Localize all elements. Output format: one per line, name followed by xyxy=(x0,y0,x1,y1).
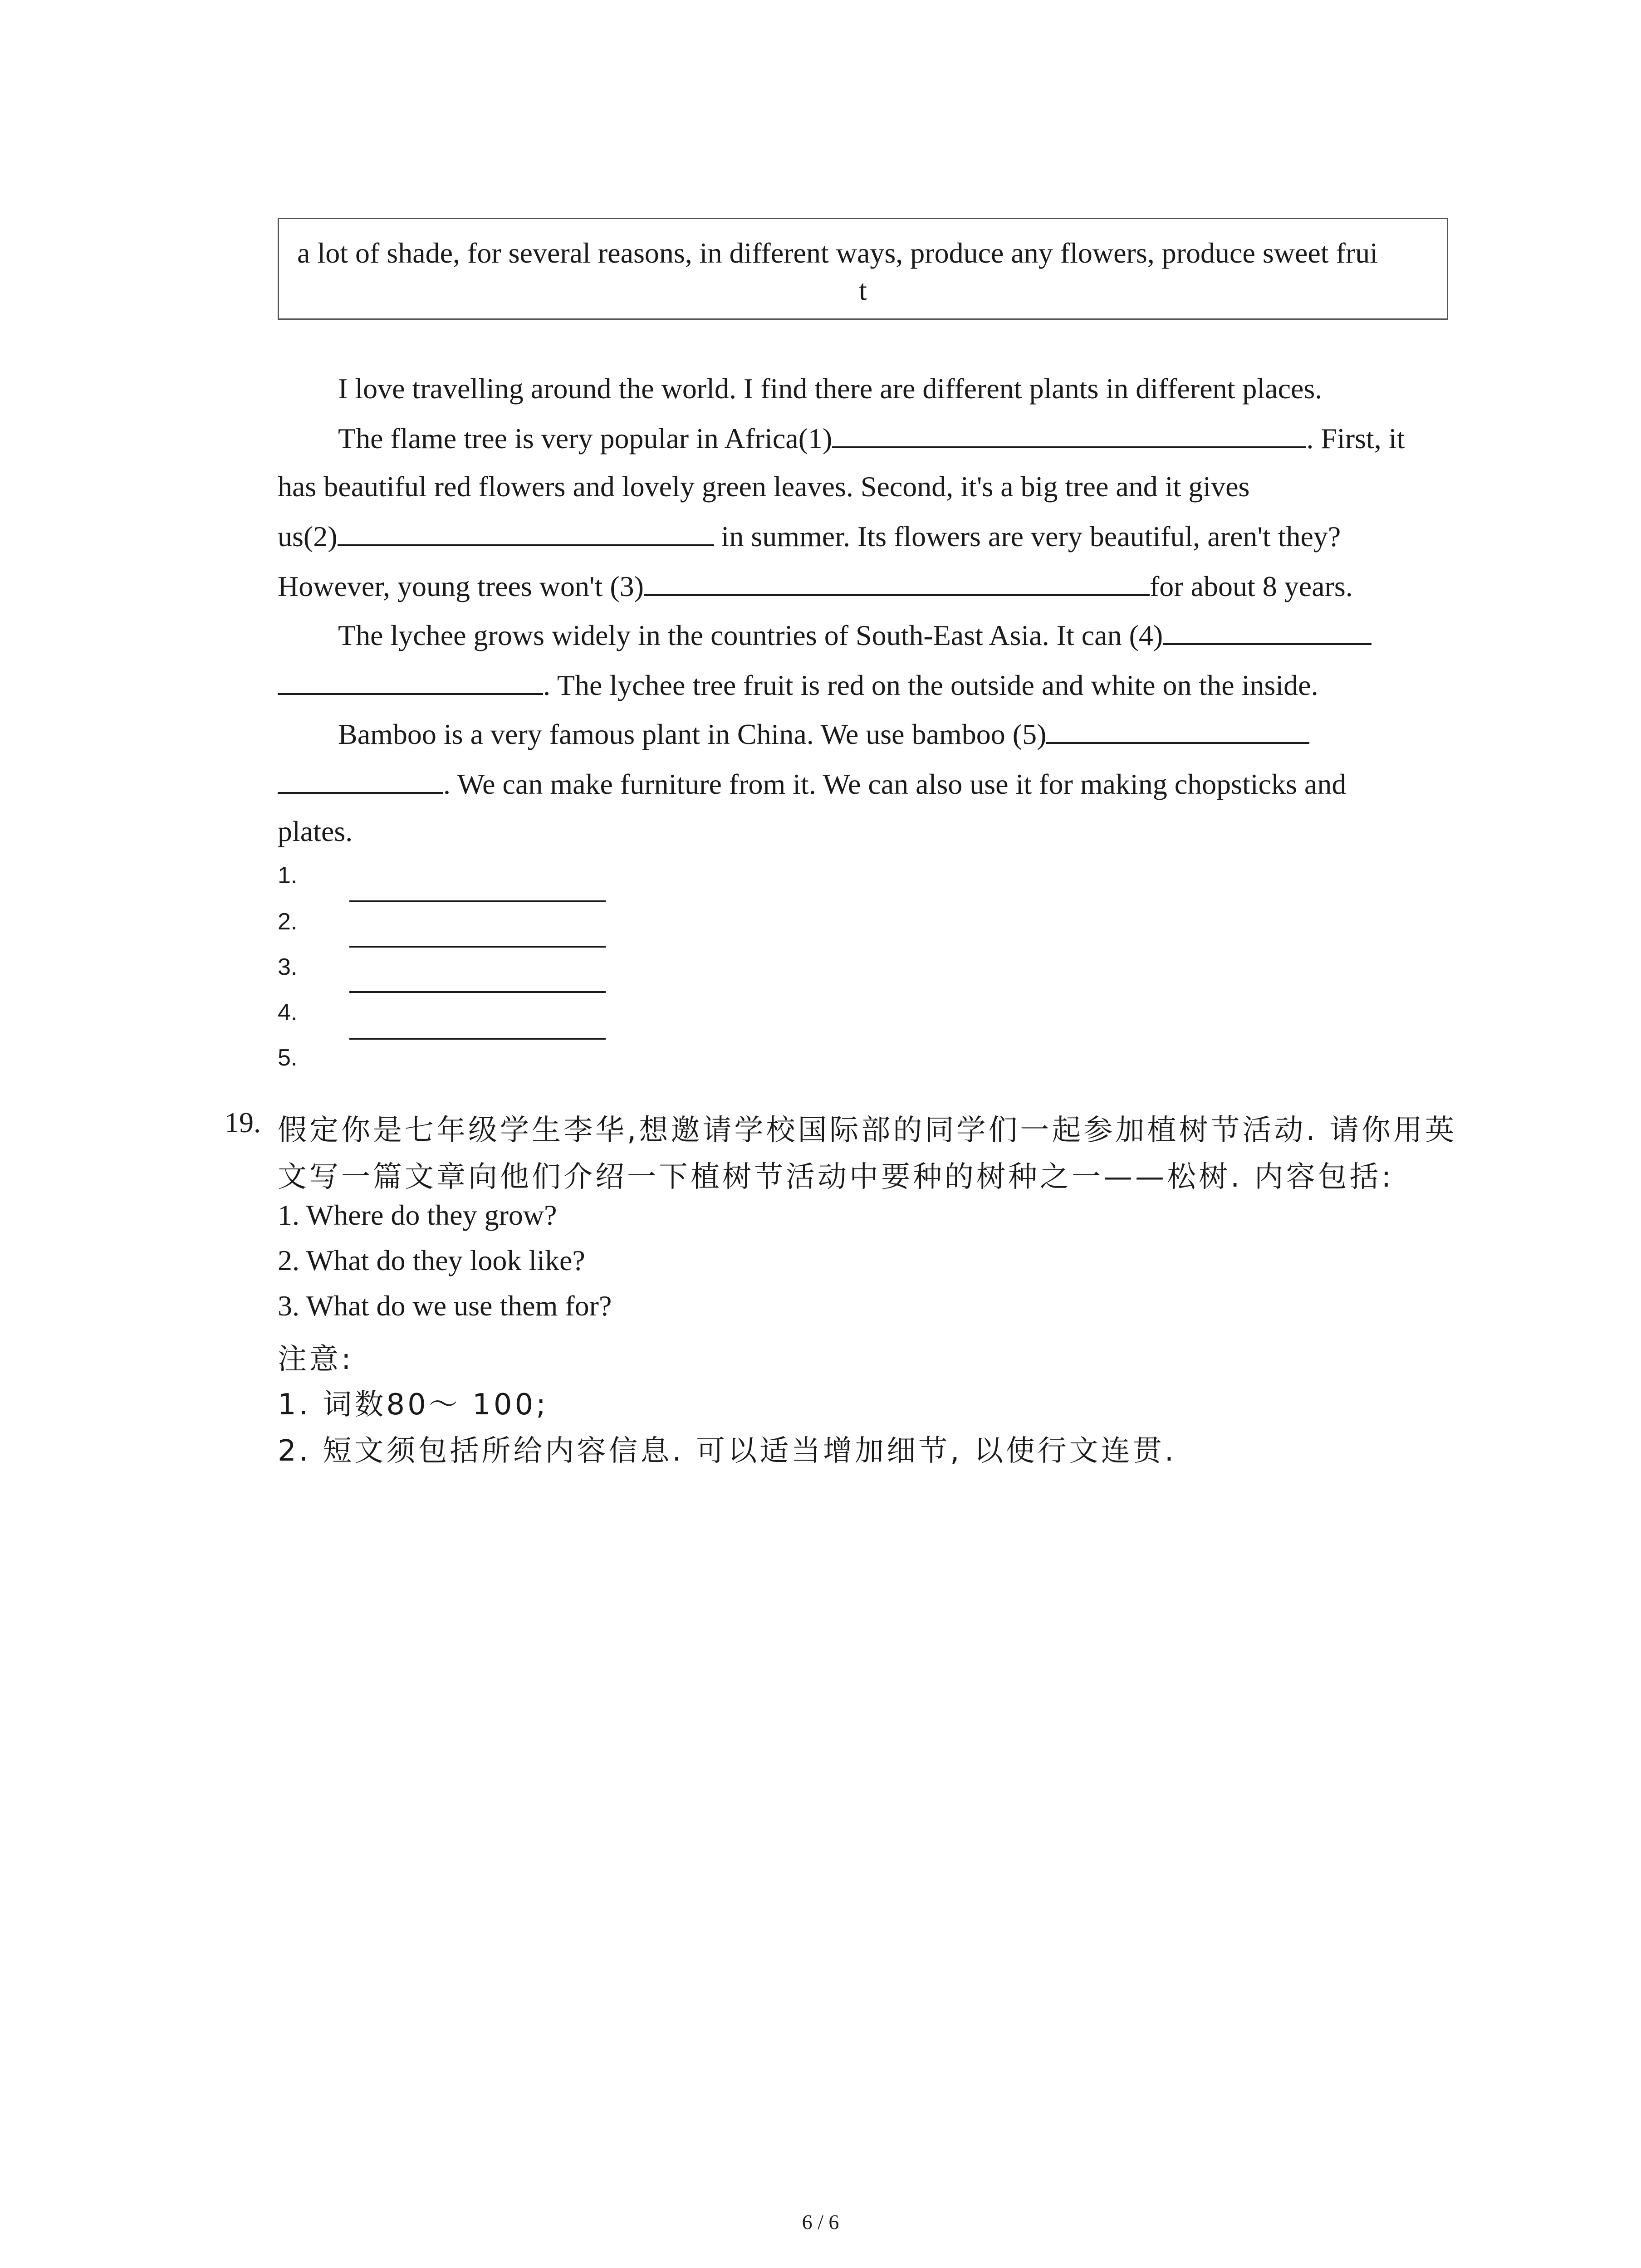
question-item-3: 3. What do we use them for? xyxy=(278,1290,612,1322)
passage-intro: I love travelling around the world. I find there are different plants in different places. xyxy=(338,372,1323,405)
page-number: 6 / 6 xyxy=(802,2210,839,2234)
passage-text: for about 8 years. xyxy=(1149,570,1353,602)
passage-line-bamboo-2 xyxy=(278,767,1346,801)
answer-line-2[interactable] xyxy=(349,946,606,948)
blank-1[interactable] xyxy=(832,421,1306,448)
note-heading: 注意: xyxy=(278,1343,354,1376)
word-bank-box xyxy=(278,218,1448,320)
blank-3[interactable] xyxy=(644,569,1150,596)
answer-number-3: 3. xyxy=(278,954,298,980)
answer-number-4: 4. xyxy=(278,999,298,1026)
passage-line: plates. xyxy=(278,815,353,847)
passage-text: The lychee grows widely in the countries of South-East Asia. It can (4) xyxy=(338,619,1163,651)
passage-line-bamboo xyxy=(338,717,1309,751)
blank-2[interactable] xyxy=(338,519,714,546)
passage-line-shade xyxy=(278,519,1341,553)
question-number: 19. xyxy=(225,1106,261,1139)
note-item-1: 1. 词数80～ 100; xyxy=(278,1388,549,1422)
passage-line-lychee-2 xyxy=(278,668,1318,702)
note-item-2: 2. 短文须包括所给内容信息. 可以适当增加细节, 以使行文连贯. xyxy=(278,1434,1177,1468)
question-text-line-2: 文写一篇文章向他们介绍一下植树节活动中要种的树种之一——松树. 内容包括: xyxy=(278,1160,1394,1194)
passage-text: . First, it xyxy=(1306,422,1405,455)
answer-number-1: 1. xyxy=(278,862,298,889)
passage-text: The flame tree is very popular in Africa(1) xyxy=(338,422,833,455)
passage-line-flame-tree xyxy=(338,421,1405,455)
blank-4[interactable] xyxy=(1163,618,1372,645)
word-bank-line-2: t xyxy=(859,274,867,306)
blank-5-continued[interactable] xyxy=(278,767,443,794)
passage-text: Bamboo is a very famous plant in China. We use bamboo (5) xyxy=(338,718,1047,750)
answer-line-4[interactable] xyxy=(349,1038,606,1040)
question-item-1: 1. Where do they grow? xyxy=(278,1199,557,1231)
passage-text: in summer. Its flowers are very beautiful, aren't they? xyxy=(714,520,1341,552)
blank-5[interactable] xyxy=(1046,717,1309,744)
passage-text: However, young trees won't (3) xyxy=(278,570,644,602)
blank-4-continued[interactable] xyxy=(278,668,543,695)
passage-line-lychee xyxy=(338,618,1372,652)
passage-line: has beautiful red flowers and lovely green leaves. Second, it's a big tree and it gives xyxy=(278,470,1250,503)
question-text-line-1: 假定你是七年级学生李华,想邀请学校国际部的同学们一起参加植树节活动. 请你用英 xyxy=(278,1114,1457,1147)
passage-text: . The lychee tree fruit is red on the outside and white on the inside. xyxy=(543,669,1318,701)
answer-number-5: 5. xyxy=(278,1045,298,1071)
question-item-2: 2. What do they look like? xyxy=(278,1244,585,1276)
passage-text: us(2) xyxy=(278,520,338,552)
word-bank-line-1: a lot of shade, for several reasons, in different ways, produce any flowers, produce sweet frui xyxy=(297,237,1378,269)
passage-text: . We can make furniture from it. We can also use it for making chopsticks and xyxy=(443,768,1347,800)
answer-line-1[interactable] xyxy=(349,900,606,902)
answer-line-3[interactable] xyxy=(349,991,606,993)
answer-number-2: 2. xyxy=(278,909,298,935)
passage-line-young-trees xyxy=(278,569,1353,603)
